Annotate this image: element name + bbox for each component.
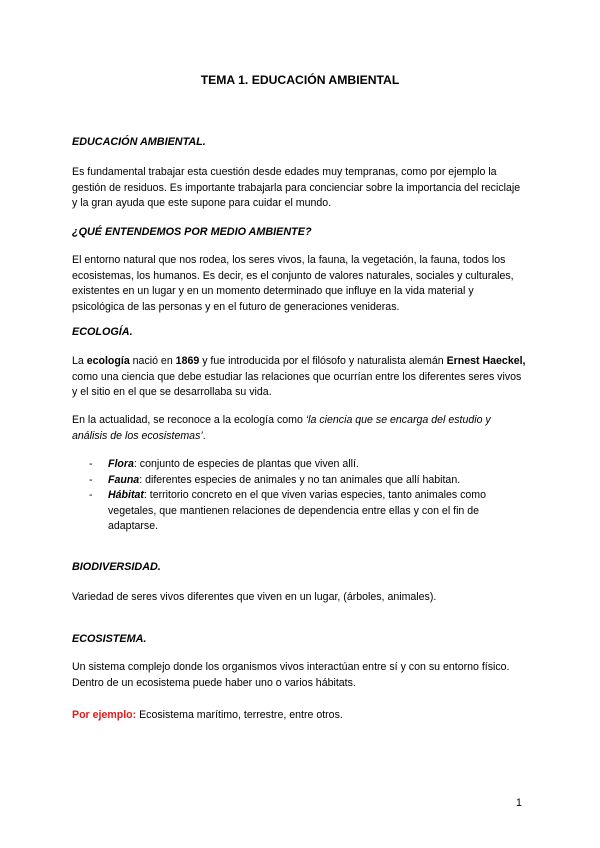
list-item-habitat (72, 488, 528, 535)
document-page (72, 0, 528, 848)
list-item-fauna (72, 473, 528, 489)
list-dash: - (89, 489, 93, 501)
list-item-text: : territorio concreto en el que viven varias especies, tanto animales como vegetales, que mantienen relaciones de dependencia entre ellas y con el fin de adaptarse. (108, 489, 487, 532)
ecology-terms-list (72, 457, 528, 535)
section-heading-medio-ambiente: ¿QUÉ ENTENDEMOS POR MEDIO AMBIENTE? (72, 226, 312, 238)
term-habitat: Hábitat (108, 489, 144, 501)
paragraph-ecosistema: Un sistema complejo donde los organismos vivos interactúan entre sí y con su entorno físico. Dentro de un ecosistema puede haber uno o varios hábitats. (72, 661, 510, 689)
list-dash: - (89, 458, 93, 470)
term-fauna: Fauna (108, 473, 140, 486)
list-item-text: : diferentes especies de animales y no tan animales que allí habitan. (139, 473, 461, 486)
page-number: 1 (516, 797, 522, 809)
section-heading-ecologia: ECOLOGÍA. (72, 326, 133, 338)
paragraph-medio-ambiente: El entorno natural que nos rodea, los seres vivos, la fauna, la vegetación, la fauna, todos los ecosistemas, los humanos. Es decir, es el conjunto de valores naturales, sociales y culturales, existentes en un lugar y en un momento determinado que influye en la vida material y psicológica de las personas y en el futuro de generaciones venideras. (72, 254, 514, 313)
example-text: Ecosistema marítimo, terrestre, entre otros. (136, 709, 343, 721)
list-item-flora (72, 457, 528, 473)
year-1869: 1869 (175, 355, 200, 367)
term-ecologia: ecología (86, 355, 130, 367)
page-title: TEMA 1. EDUCACIÓN AMBIENTAL (200, 73, 400, 87)
text-run: La (72, 355, 87, 367)
name-haeckel: Ernest Haeckel, (446, 355, 526, 367)
section-heading-ecosistema: ECOSISTEMA. (72, 633, 147, 645)
section-heading-educacion: EDUCACIÓN AMBIENTAL. (72, 136, 206, 148)
example-label: Por ejemplo: (72, 709, 137, 721)
text-run: como una ciencia que debe estudiar las relaciones que ocurrían entre los diferentes seres vivos y el sitio en el que se desarrollaba su vida. (72, 370, 522, 398)
list-item-text: : conjunto de especies de plantas que viven allí. (133, 458, 359, 470)
list-dash: - (89, 473, 93, 486)
paragraph-ecologia-origin (72, 354, 528, 401)
definition-quote: ‘la ciencia que se encarga del estudio y análisis de los ecosistemas’ (72, 414, 491, 442)
paragraph-ecosistema-example (72, 708, 528, 724)
text-run: . (202, 429, 206, 442)
term-flora: Flora (108, 458, 134, 470)
text-run: y fue introducida por el filósofo y naturalista alemán (199, 355, 447, 367)
paragraph-biodiversidad: Variedad de seres vivos diferentes que viven en un lugar, (árboles, animales). (72, 591, 437, 603)
text-run: En la actualidad, se reconoce a la ecología como (72, 414, 306, 426)
text-run: nació en (129, 355, 176, 367)
section-heading-biodiversidad: BIODIVERSIDAD. (72, 561, 161, 573)
paragraph-educacion: Es fundamental trabajar esta cuestión desde edades muy tempranas, como por ejemplo la gestión de residuos. Es importante trabajarla para concienciar sobre la importancia del reciclaje y la gran ayuda que este supone para cuidar el mundo. (72, 166, 521, 209)
paragraph-ecologia-definition (72, 413, 528, 444)
